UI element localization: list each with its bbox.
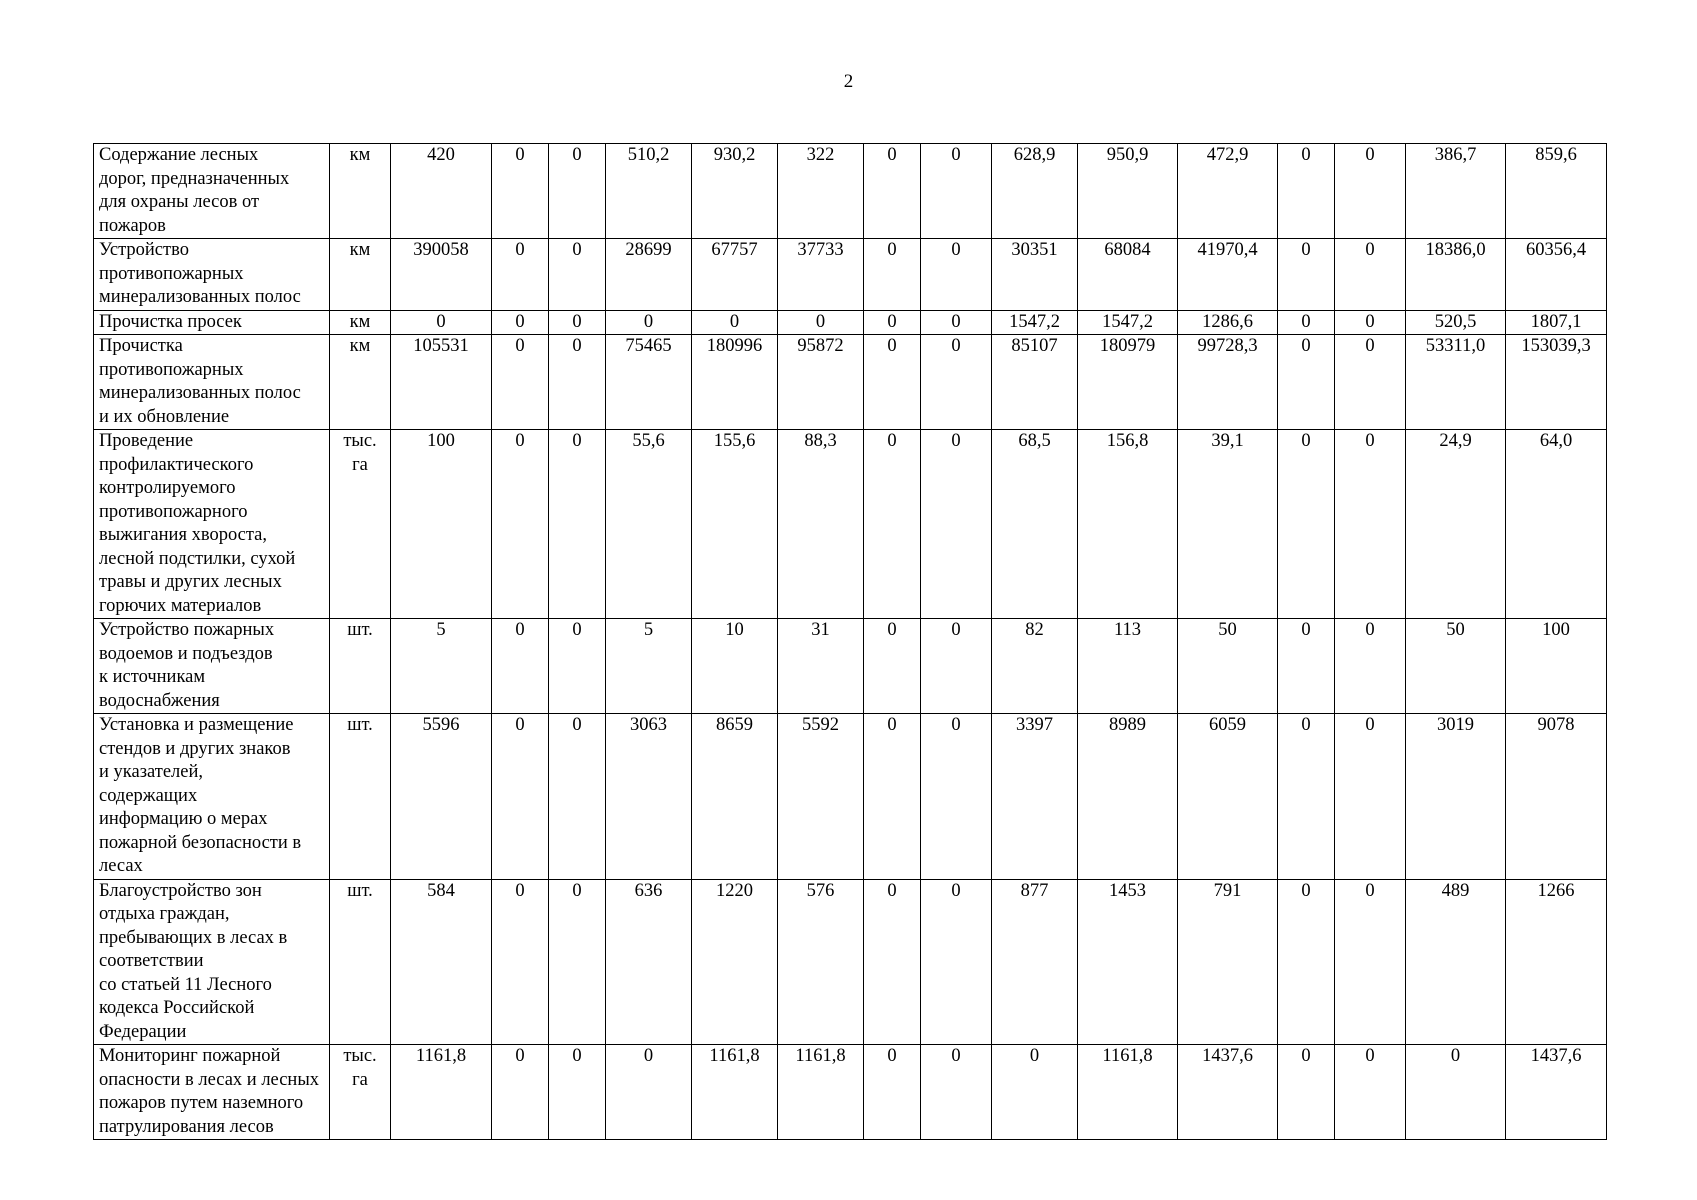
value-cell: 0 — [1278, 1045, 1335, 1140]
value-cell: 0 — [921, 430, 992, 619]
value-cell: 0 — [992, 1045, 1078, 1140]
value-cell: 520,5 — [1406, 310, 1506, 335]
value-cell: 628,9 — [992, 144, 1078, 239]
value-cell: 95872 — [778, 335, 864, 430]
value-cell: 85107 — [992, 335, 1078, 430]
value-cell: 3397 — [992, 714, 1078, 880]
unit-cell: тыс. га — [330, 430, 391, 619]
value-cell: 155,6 — [692, 430, 778, 619]
value-cell: 489 — [1406, 879, 1506, 1045]
value-cell: 68084 — [1078, 239, 1178, 311]
value-cell: 0 — [549, 430, 606, 619]
value-cell: 0 — [864, 1045, 921, 1140]
value-cell: 64,0 — [1506, 430, 1607, 619]
value-cell: 1547,2 — [992, 310, 1078, 335]
page-number: 2 — [843, 71, 854, 92]
value-cell: 0 — [492, 144, 549, 239]
value-cell: 0 — [1335, 879, 1406, 1045]
value-cell: 1161,8 — [692, 1045, 778, 1140]
value-cell: 0 — [864, 239, 921, 311]
value-cell: 0 — [492, 310, 549, 335]
value-cell: 31 — [778, 619, 864, 714]
value-cell: 950,9 — [1078, 144, 1178, 239]
value-cell: 68,5 — [992, 430, 1078, 619]
value-cell: 100 — [1506, 619, 1607, 714]
value-cell: 0 — [1335, 335, 1406, 430]
value-cell: 0 — [1278, 619, 1335, 714]
value-cell: 8659 — [692, 714, 778, 880]
value-cell: 576 — [778, 879, 864, 1045]
unit-cell: км — [330, 335, 391, 430]
table-row — [94, 879, 1607, 1045]
value-cell: 0 — [864, 430, 921, 619]
value-cell: 99728,3 — [1178, 335, 1278, 430]
value-cell: 0 — [1278, 239, 1335, 311]
value-cell: 1807,1 — [1506, 310, 1607, 335]
measure-name-cell: Благоустройство зон отдыха граждан, пребывающих в лесах в соответствии со статьей 11 Лесного кодекса Российской Федерации — [94, 879, 330, 1045]
value-cell: 82 — [992, 619, 1078, 714]
value-cell: 791 — [1178, 879, 1278, 1045]
unit-cell: тыс. га — [330, 1045, 391, 1140]
value-cell: 0 — [864, 144, 921, 239]
table-row — [94, 144, 1607, 239]
unit-cell: шт. — [330, 714, 391, 880]
value-cell: 153039,3 — [1506, 335, 1607, 430]
value-cell: 0 — [1406, 1045, 1506, 1140]
value-cell: 53311,0 — [1406, 335, 1506, 430]
value-cell: 180996 — [692, 335, 778, 430]
value-cell: 0 — [921, 619, 992, 714]
value-cell: 37733 — [778, 239, 864, 311]
table-row — [94, 714, 1607, 880]
value-cell: 0 — [1278, 879, 1335, 1045]
value-cell: 0 — [921, 310, 992, 335]
value-cell: 0 — [492, 335, 549, 430]
value-cell: 0 — [1335, 430, 1406, 619]
value-cell: 5592 — [778, 714, 864, 880]
table-row — [94, 239, 1607, 311]
unit-cell: км — [330, 144, 391, 239]
value-cell: 24,9 — [1406, 430, 1506, 619]
value-cell: 5 — [606, 619, 692, 714]
unit-cell: шт. — [330, 619, 391, 714]
value-cell: 0 — [549, 335, 606, 430]
value-cell: 1437,6 — [1506, 1045, 1607, 1140]
value-cell: 0 — [391, 310, 492, 335]
value-cell: 41970,4 — [1178, 239, 1278, 311]
value-cell: 5 — [391, 619, 492, 714]
value-cell: 0 — [492, 239, 549, 311]
value-cell: 1437,6 — [1178, 1045, 1278, 1140]
table-row — [94, 619, 1607, 714]
value-cell: 0 — [549, 144, 606, 239]
value-cell: 0 — [864, 619, 921, 714]
value-cell: 180979 — [1078, 335, 1178, 430]
measure-name-cell: Установка и размещение стендов и других знаков и указателей, содержащих информацию о мерах пожарной безопасности в лесах — [94, 714, 330, 880]
value-cell: 0 — [864, 310, 921, 335]
value-cell: 30351 — [992, 239, 1078, 311]
value-cell: 0 — [549, 714, 606, 880]
value-cell: 0 — [549, 1045, 606, 1140]
value-cell: 0 — [1335, 1045, 1406, 1140]
value-cell: 75465 — [606, 335, 692, 430]
value-cell: 0 — [1278, 335, 1335, 430]
value-cell: 0 — [921, 1045, 992, 1140]
value-cell: 0 — [1335, 144, 1406, 239]
value-cell: 0 — [549, 310, 606, 335]
value-cell: 28699 — [606, 239, 692, 311]
unit-cell: шт. — [330, 879, 391, 1045]
value-cell: 50 — [1406, 619, 1506, 714]
value-cell: 859,6 — [1506, 144, 1607, 239]
value-cell: 0 — [921, 879, 992, 1045]
value-cell: 60356,4 — [1506, 239, 1607, 311]
value-cell: 18386,0 — [1406, 239, 1506, 311]
value-cell: 1286,6 — [1178, 310, 1278, 335]
value-cell: 0 — [1278, 714, 1335, 880]
value-cell: 386,7 — [1406, 144, 1506, 239]
value-cell: 0 — [1278, 310, 1335, 335]
value-cell: 420 — [391, 144, 492, 239]
value-cell: 0 — [692, 310, 778, 335]
value-cell: 0 — [778, 310, 864, 335]
value-cell: 55,6 — [606, 430, 692, 619]
value-cell: 930,2 — [692, 144, 778, 239]
value-cell: 9078 — [1506, 714, 1607, 880]
value-cell: 0 — [1335, 714, 1406, 880]
value-cell: 0 — [1278, 430, 1335, 619]
value-cell: 472,9 — [1178, 144, 1278, 239]
value-cell: 156,8 — [1078, 430, 1178, 619]
value-cell: 390058 — [391, 239, 492, 311]
value-cell: 3019 — [1406, 714, 1506, 880]
unit-cell: км — [330, 239, 391, 311]
value-cell: 10 — [692, 619, 778, 714]
value-cell: 0 — [864, 714, 921, 880]
measure-name-cell: Прочистка противопожарных минерализованных полос и их обновление — [94, 335, 330, 430]
value-cell: 0 — [921, 714, 992, 880]
value-cell: 0 — [606, 310, 692, 335]
value-cell: 8989 — [1078, 714, 1178, 880]
value-cell: 510,2 — [606, 144, 692, 239]
value-cell: 50 — [1178, 619, 1278, 714]
value-cell: 0 — [864, 879, 921, 1045]
value-cell: 6059 — [1178, 714, 1278, 880]
fire-protection-measures-table — [93, 143, 1607, 1140]
measure-name-cell: Мониторинг пожарной опасности в лесах и лесных пожаров путем наземного патрулирования лесов — [94, 1045, 330, 1140]
value-cell: 1161,8 — [778, 1045, 864, 1140]
table-row — [94, 335, 1607, 430]
value-cell: 3063 — [606, 714, 692, 880]
measure-name-cell: Прочистка просек — [94, 310, 330, 335]
value-cell: 0 — [549, 239, 606, 311]
value-cell: 1266 — [1506, 879, 1607, 1045]
value-cell: 5596 — [391, 714, 492, 880]
value-cell: 1547,2 — [1078, 310, 1178, 335]
value-cell: 1220 — [692, 879, 778, 1045]
value-cell: 636 — [606, 879, 692, 1045]
value-cell: 0 — [1278, 144, 1335, 239]
value-cell: 322 — [778, 144, 864, 239]
value-cell: 0 — [921, 335, 992, 430]
unit-cell: км — [330, 310, 391, 335]
value-cell: 0 — [549, 879, 606, 1045]
value-cell: 0 — [921, 144, 992, 239]
value-cell: 0 — [864, 335, 921, 430]
table-body — [94, 144, 1607, 1140]
value-cell: 0 — [492, 619, 549, 714]
table-row — [94, 430, 1607, 619]
value-cell: 877 — [992, 879, 1078, 1045]
value-cell: 1161,8 — [391, 1045, 492, 1140]
table-row — [94, 310, 1607, 335]
value-cell: 0 — [549, 619, 606, 714]
value-cell: 100 — [391, 430, 492, 619]
value-cell: 39,1 — [1178, 430, 1278, 619]
value-cell: 0 — [492, 430, 549, 619]
value-cell: 113 — [1078, 619, 1178, 714]
value-cell: 0 — [921, 239, 992, 311]
value-cell: 584 — [391, 879, 492, 1045]
value-cell: 0 — [492, 714, 549, 880]
value-cell: 0 — [492, 1045, 549, 1140]
table-row — [94, 1045, 1607, 1140]
value-cell: 1453 — [1078, 879, 1178, 1045]
measure-name-cell: Устройство противопожарных минерализованных полос — [94, 239, 330, 311]
measure-name-cell: Проведение профилактического контролируемого противопожарного выжигания хвороста, лесной подстилки, сухой травы и других лесных горючих материалов — [94, 430, 330, 619]
value-cell: 1161,8 — [1078, 1045, 1178, 1140]
value-cell: 0 — [606, 1045, 692, 1140]
value-cell: 88,3 — [778, 430, 864, 619]
value-cell: 0 — [1335, 310, 1406, 335]
value-cell: 0 — [492, 879, 549, 1045]
value-cell: 0 — [1335, 239, 1406, 311]
measure-name-cell: Содержание лесных дорог, предназначенных для охраны лесов от пожаров — [94, 144, 330, 239]
value-cell: 0 — [1335, 619, 1406, 714]
value-cell: 105531 — [391, 335, 492, 430]
value-cell: 67757 — [692, 239, 778, 311]
measure-name-cell: Устройство пожарных водоемов и подъездов к источникам водоснабжения — [94, 619, 330, 714]
